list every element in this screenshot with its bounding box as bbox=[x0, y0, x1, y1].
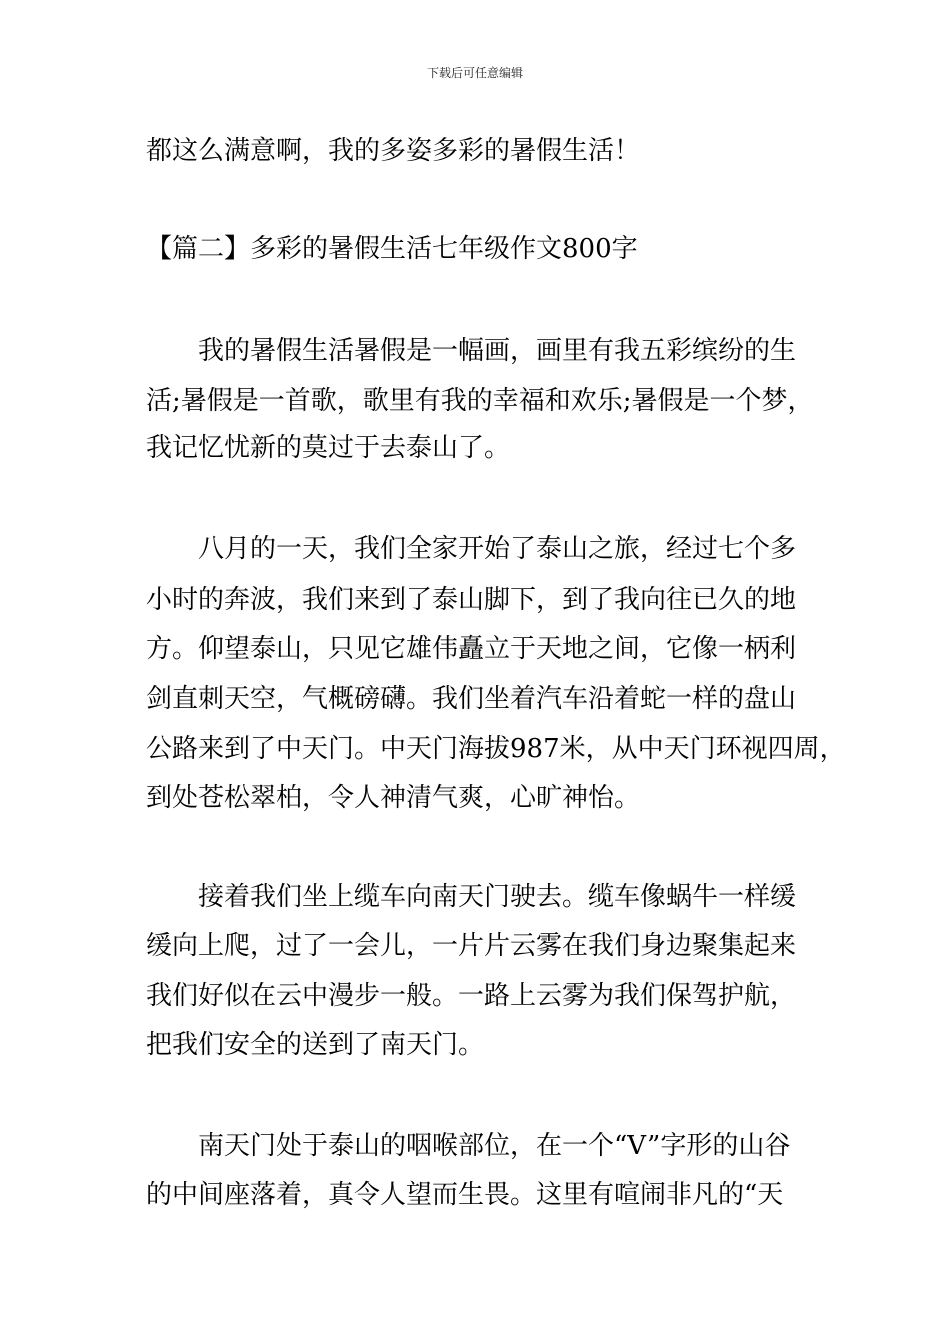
text-line: 到处苍松翠柏，令人神清气爽，心旷神怡。 bbox=[146, 783, 641, 813]
text-line: 都这么满意啊，我的多姿多彩的暑假生活！ bbox=[146, 136, 641, 166]
text-line: 我们好似在云中漫步一般。一路上云雾为我们保驾护航， bbox=[146, 981, 797, 1011]
text-line: 剑直刺天空，气概磅礴。我们坐着汽车沿着蛇一样的盘山 bbox=[146, 684, 797, 714]
text-line: 缓向上爬，过了一会儿，一片片云雾在我们身边聚集起来 bbox=[146, 931, 797, 961]
text-line: 八月的一天，我们全家开始了泰山之旅，经过七个多 bbox=[198, 534, 797, 564]
page-header: 下载后可任意编辑 bbox=[426, 66, 523, 80]
text-line: 小时的奔波，我们来到了泰山脚下，到了我向往已久的地 bbox=[146, 585, 797, 615]
text-line: 接着我们坐上缆车向南天门驶去。缆车像蜗牛一样缓 bbox=[198, 882, 797, 912]
text-line: 南天门处于泰山的咽喉部位，在一个“V”字形的山谷 bbox=[198, 1131, 791, 1161]
text-line: 把我们安全的送到了南天门。 bbox=[146, 1030, 485, 1060]
text-line: 活;暑假是一首歌，歌里有我的幸福和欢乐;暑假是一个梦， bbox=[146, 386, 814, 416]
text-line: 我的暑假生活暑假是一幅画，画里有我五彩缤纷的生 bbox=[198, 336, 797, 366]
section-heading: 【篇二】多彩的暑假生活七年级作文800字 bbox=[146, 234, 638, 264]
text-line: 我记忆忧新的莫过于去泰山了。 bbox=[146, 433, 511, 463]
text-line: 的中间座落着，真令人望而生畏。这里有喧闹非凡的“天 bbox=[146, 1180, 784, 1210]
text-line: 公路来到了中天门。中天门海拔987米，从中天门环视四周， bbox=[146, 734, 846, 764]
text-line: 方。仰望泰山，只见它雄伟矗立于天地之间，它像一柄利 bbox=[146, 634, 797, 664]
